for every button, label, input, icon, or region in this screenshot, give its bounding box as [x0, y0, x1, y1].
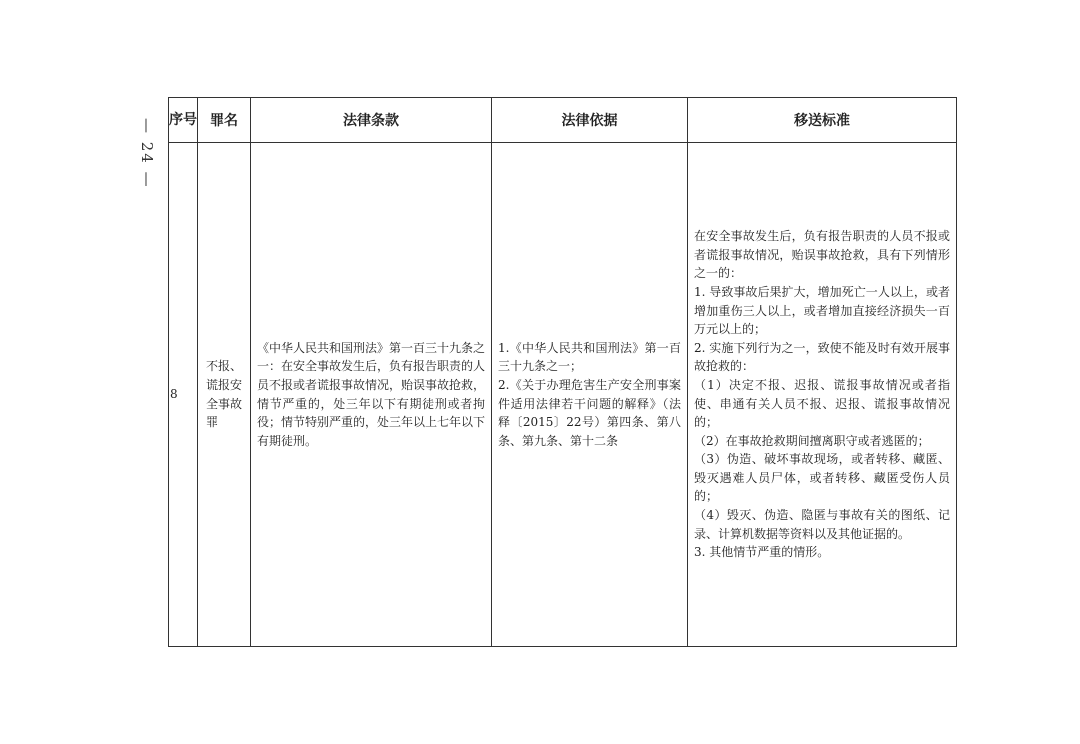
law-table	[168, 97, 957, 647]
standard-item: 3. 其他情节严重的情形。	[694, 545, 830, 560]
standard-item: （4）毁灭、伪造、隐匿与事故有关的图纸、记录、计算机数据等资料以及其他证据的。	[694, 508, 950, 541]
standard-item: （2）在事故抢救期间擅离职守或者逃匿的；	[694, 433, 930, 448]
cell-basis	[492, 143, 688, 647]
page-number: — 24 —	[138, 118, 156, 189]
header-seq: 序号	[169, 98, 198, 143]
standard-item: 2. 实施下列行为之一，致使不能及时有效开展事故抢救的：	[694, 340, 950, 374]
cell-standard	[688, 143, 957, 647]
cell-provision: 《中华人民共和国刑法》第一百三十九条之一：在安全事故发生后，负有报告职责的人员不报或者谎报事故情况，贻误事故抢救，情节严重的，处三年以下有期徒刑或者拘役；情节特别严重的，处三年以上七年以下有期徒刑。	[251, 143, 492, 647]
standard-item: （3）伪造、破坏事故现场，或者转移、藏匿、毁灭遇难人员尸体，或者转移、藏匿受伤人员的；	[694, 452, 950, 504]
header-basis: 法律依据	[492, 98, 688, 143]
standard-item: 1. 导致事故后果扩大，增加死亡一人以上，或者增加重伤三人以上，或者增加直接经济损失一百万元以上的；	[694, 284, 950, 337]
header-name: 罪名	[198, 98, 251, 143]
standard-item: 在安全事故发生后，负有报告职责的人员不报或者谎报事故情况，贻误事故抢救，具有下列情形之一的：	[694, 229, 950, 281]
cell-crime-name: 不报、谎报安全事故罪	[198, 143, 251, 647]
table-row	[169, 143, 957, 647]
basis-item: 1.《中华人民共和国刑法》第一百三十九条之一；	[498, 340, 681, 374]
table-header-row	[169, 98, 957, 143]
standard-item: （1）决定不报、迟报、谎报事故情况或者指使、串通有关人员不报、迟报、谎报事故情况的；	[694, 377, 950, 430]
cell-seq: 8	[169, 143, 198, 647]
basis-item: 2.《关于办理危害生产安全刑事案件适用法律若干问题的解释》（法释〔2015〕22号）第四条、第八条、第九条、第十二条	[498, 377, 681, 448]
header-standard: 移送标准	[688, 98, 957, 143]
header-provision: 法律条款	[251, 98, 492, 143]
